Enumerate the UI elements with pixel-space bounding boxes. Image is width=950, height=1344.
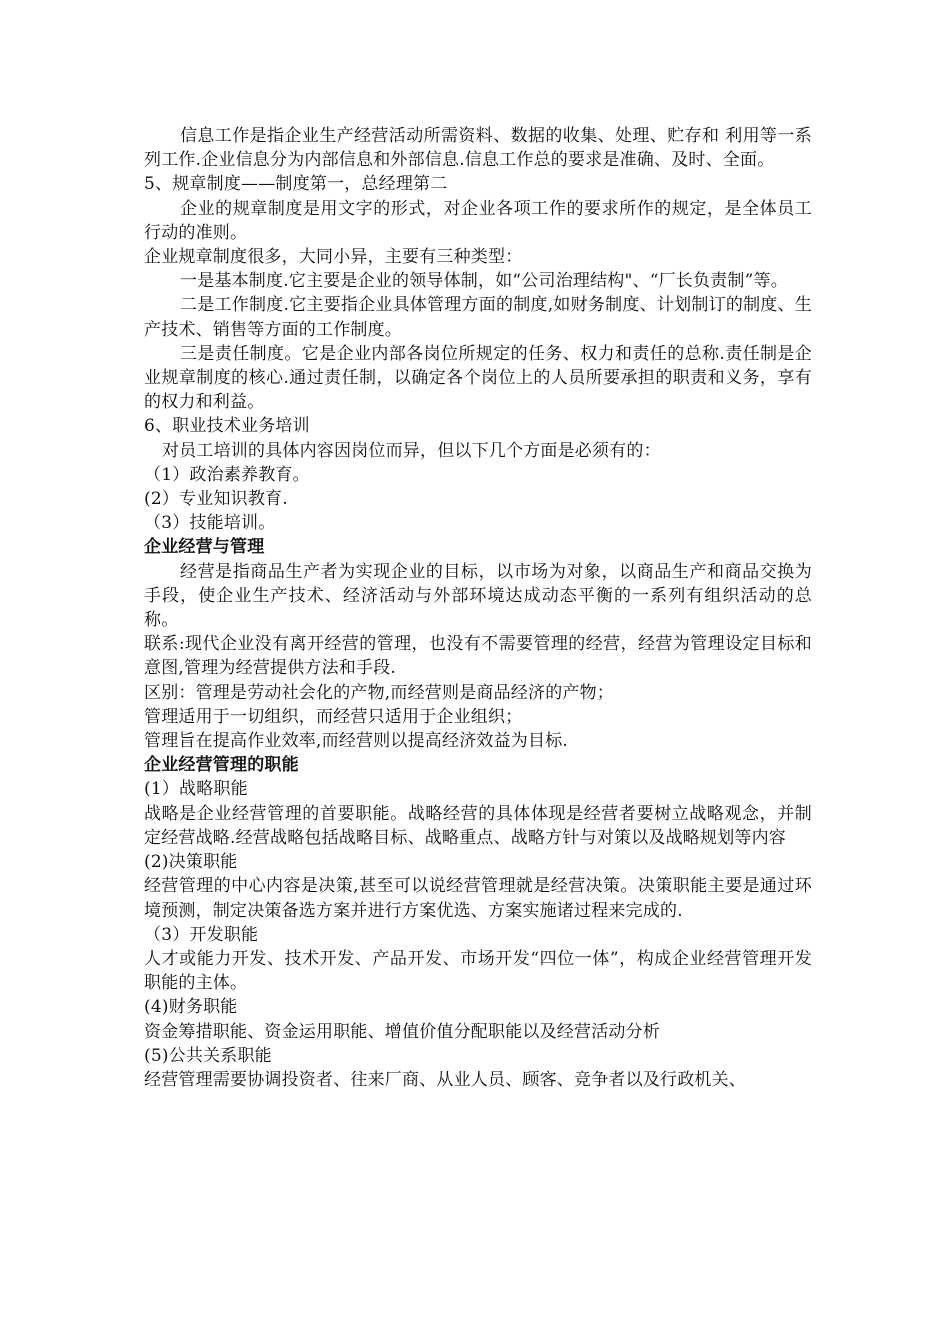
heading-management-functions: 企业经营管理的职能 bbox=[144, 755, 299, 776]
list-item: （1）政治素养教育。 bbox=[144, 464, 310, 485]
paragraph-development: 人才或能力开发、技术开发、产品开发、市场开发“四位一体”，构成企业经营管理开发职能的主体。 bbox=[144, 948, 812, 994]
subheading-strategy: (1）战略职能 bbox=[144, 779, 248, 800]
paragraph-business-definition: 经营是指商品生产者为实现企业的目标，以市场为对象，以商品生产和商品交换为手段，使企业生产技术、经济活动与外部环境达成动态平衡的一系列有组织活动的总称。 bbox=[144, 561, 812, 631]
list-item: （3）技能培训。 bbox=[144, 513, 276, 534]
paragraph-basic-system: 一是基本制度.它主要是企业的领导体制，如“公司治理结构"、“厂长负责制”等。 bbox=[180, 271, 788, 292]
list-item: (2）专业知识教育. bbox=[144, 489, 288, 510]
subheading-decision: (2)决策职能 bbox=[144, 852, 238, 873]
paragraph-finance: 资金筹措职能、资金运用职能、增值价值分配职能以及经营活动分析 bbox=[144, 1021, 660, 1042]
paragraph-goal: 管理旨在提高作业效率,而经营则以提高经济效益为目标. bbox=[144, 731, 569, 752]
paragraph-scope: 管理适用于一切组织，而经营只适用于企业组织； bbox=[144, 706, 523, 727]
paragraph-rules-types: 企业规章制度很多，大同小异，主要有三种类型： bbox=[144, 247, 523, 268]
subheading-public-relations: (5)公共关系职能 bbox=[144, 1045, 272, 1066]
paragraph-strategy: 战略是企业经营管理的首要职能。战略经营的具体体现是经营者要树立战略观念，并制定经营战略.经营战略包括战略目标、战略重点、战略方针与对策以及战略规划等内容 bbox=[144, 803, 812, 848]
paragraph-responsibility-system: 三是责任制度。它是企业内部各岗位所规定的任务、权力和责任的总称.责任制是企业规章制度的核心.通过责任制，以确定各个岗位上的人员所要承担的职责和义务，享有的权力和利益。 bbox=[144, 343, 812, 413]
paragraph-difference: 区别：管理是劳动社会化的产物,而经营则是商品经济的产物； bbox=[144, 682, 615, 703]
paragraph-decision: 经营管理的中心内容是决策,甚至可以说经营管理就是经营决策。决策职能主要是通过环境预测，制定决策备选方案并进行方案优选、方案实施诸过程来完成的. bbox=[144, 876, 812, 921]
subheading-development: （3）开发职能 bbox=[144, 924, 259, 945]
heading-business-management: 企业经营与管理 bbox=[144, 537, 265, 558]
paragraph-public-relations: 经营管理需要协调投资者、往来厂商、从业人员、顾客、竞争者以及行政机关、 bbox=[144, 1069, 746, 1090]
paragraph-info-work: 信息工作是指企业生产经营活动所需资料、数据的收集、处理、贮存和 利用等一系列工作.企业信息分为内部信息和外部信息.信息工作总的要求是准确、及时、全面。 bbox=[144, 126, 812, 171]
subheading-finance: (4)财务职能 bbox=[144, 997, 238, 1018]
paragraph-rules-definition: 企业的规章制度是用文字的形式，对企业各项工作的要求所作的规定，是全体员工行动的准则。 bbox=[144, 198, 812, 243]
section-heading-rules: 5、规章制度——制度第一，总经理第二 bbox=[144, 174, 448, 195]
paragraph-relation: 联系:现代企业没有离开经营的管理，也没有不需要管理的经营，经营为管理设定目标和意图,管理为经营提供方法和手段. bbox=[144, 634, 812, 679]
section-heading-training: 6、职业技术业务培训 bbox=[144, 416, 310, 437]
paragraph-training-intro: 对员工培训的具体内容因岗位而异，但以下几个方面是必须有的： bbox=[162, 440, 661, 461]
paragraph-work-system: 二是工作制度.它主要指企业具体管理方面的制度,如财务制度、计划制订的制度、生产技术、销售等方面的工作制度。 bbox=[144, 295, 812, 340]
document-body bbox=[144, 124, 812, 1092]
